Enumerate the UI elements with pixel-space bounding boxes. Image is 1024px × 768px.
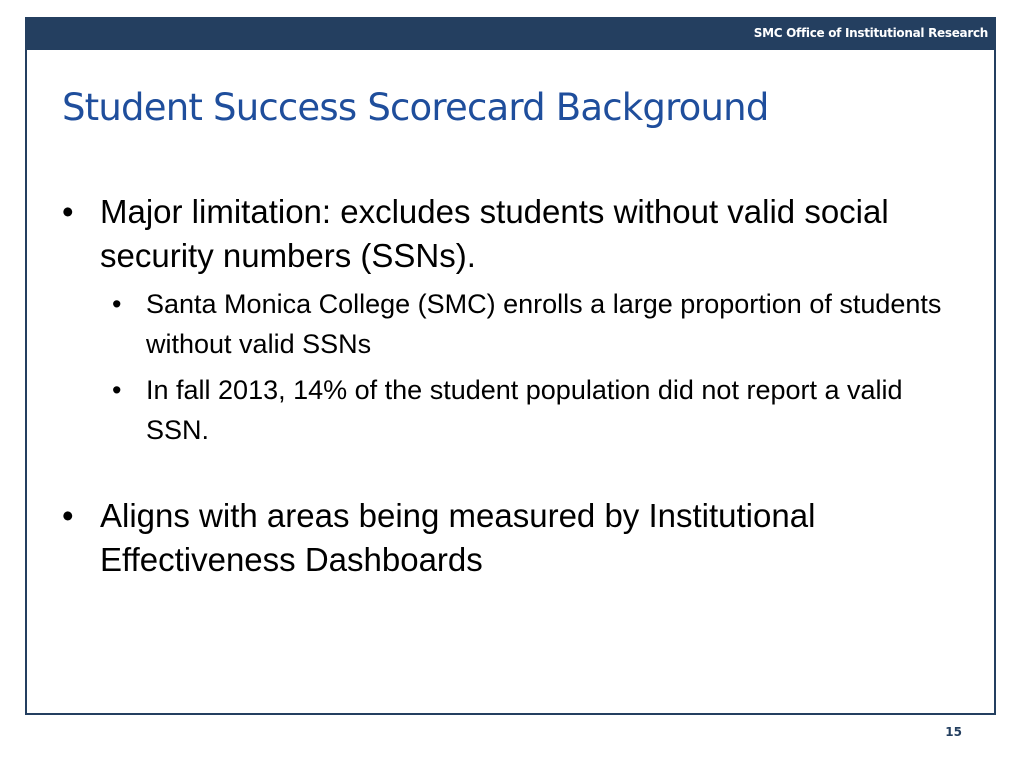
- bullet-dot: •: [62, 497, 74, 534]
- page-number: 15: [945, 725, 962, 739]
- bullet-item: [62, 494, 962, 582]
- sub-bullet-dot: •: [112, 289, 122, 319]
- slide-title: Student Success Scorecard Background: [62, 86, 769, 129]
- sub-bullet-text: In fall 2013, 14% of the student population did not report a valid SSN.: [146, 375, 903, 445]
- org-label: SMC Office of Institutional Research: [753, 26, 988, 40]
- header-bar: [25, 17, 996, 50]
- sub-bullet-text: Santa Monica College (SMC) enrolls a large proportion of students without valid SSNs: [146, 289, 942, 359]
- slide-content: [62, 190, 962, 582]
- bullet-dot: •: [62, 193, 74, 230]
- sub-bullet-item: [112, 370, 962, 450]
- bullet-item: [62, 190, 962, 278]
- bullet-spacer: [62, 456, 962, 494]
- sub-bullet-list: [62, 284, 962, 450]
- bullet-text: Major limitation: excludes students without valid social security numbers (SSNs).: [100, 193, 889, 274]
- sub-bullet-dot: •: [112, 375, 122, 405]
- sub-bullet-item: [112, 284, 962, 364]
- bullet-text: Aligns with areas being measured by Institutional Effectiveness Dashboards: [100, 497, 816, 578]
